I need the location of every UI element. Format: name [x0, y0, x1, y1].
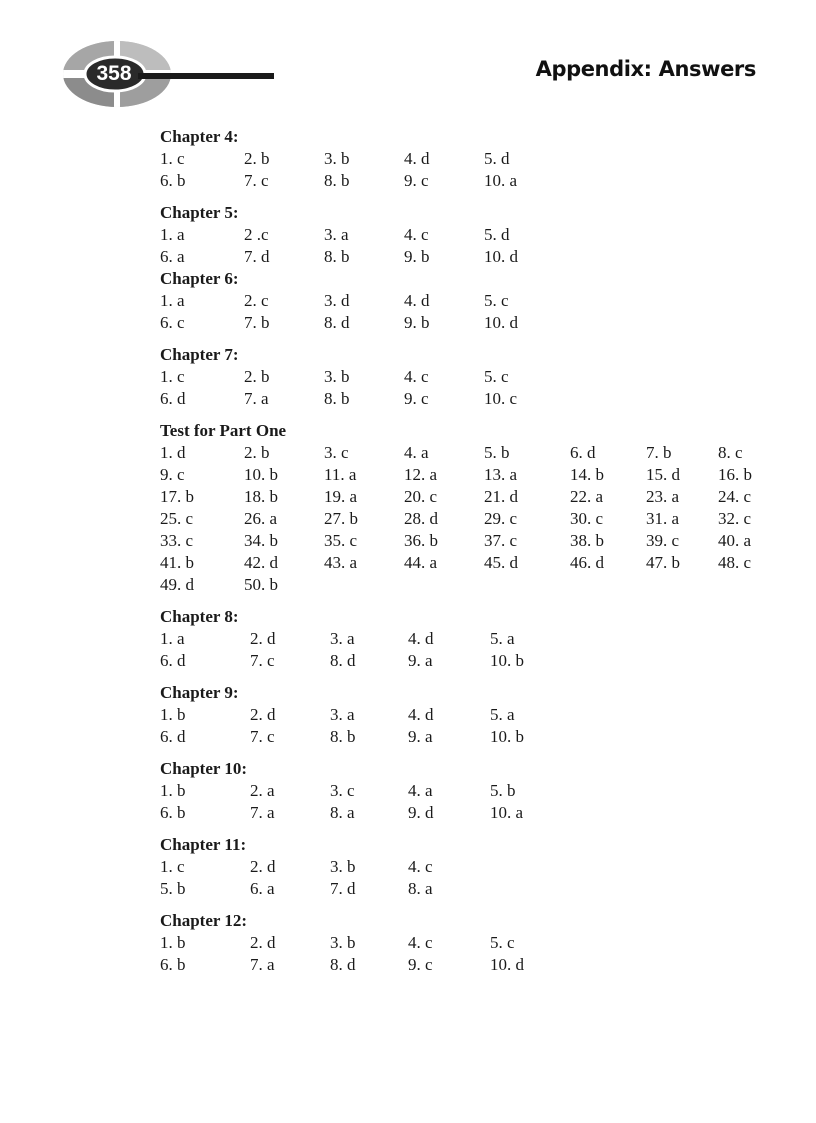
- answer-item: 31. a: [646, 509, 680, 528]
- answer-item: 37. c: [484, 531, 518, 550]
- answer-item: 48. c: [718, 553, 752, 572]
- answer-row: [160, 954, 524, 976]
- section-title: Chapter 10:: [160, 759, 248, 778]
- answer-item: 9. c: [408, 955, 433, 974]
- answer-item: 6. b: [160, 171, 186, 190]
- section-title: Chapter 8:: [160, 607, 239, 626]
- answer-item: 6. c: [160, 313, 185, 332]
- answer-item: 27. b: [324, 509, 358, 528]
- answer-item: 17. b: [160, 487, 194, 506]
- answer-item: 6. d: [570, 443, 596, 462]
- answer-item: 41. b: [160, 553, 194, 572]
- answer-item: 5. b: [160, 879, 186, 898]
- answer-item: 6. b: [160, 803, 186, 822]
- answer-item: 20. c: [404, 487, 438, 506]
- answer-item: 28. d: [404, 509, 438, 528]
- answer-item: 7. c: [244, 171, 269, 190]
- answer-item: 9. d: [408, 803, 434, 822]
- answer-item: 49. d: [160, 575, 194, 594]
- answer-item: 50. b: [244, 575, 278, 594]
- answer-item: 6. a: [160, 247, 185, 266]
- answer-section: [160, 202, 518, 268]
- answer-item: 10. d: [490, 955, 524, 974]
- answer-row: [160, 148, 510, 170]
- answer-item: 2. b: [244, 367, 270, 386]
- answer-item: 7. a: [250, 803, 275, 822]
- answer-item: 23. a: [646, 487, 680, 506]
- answer-section: [160, 420, 752, 596]
- answer-item: 1. b: [160, 781, 186, 800]
- answer-item: 7. a: [250, 955, 275, 974]
- answer-item: 2. a: [250, 781, 275, 800]
- answer-item: 29. c: [484, 509, 518, 528]
- answer-item: 6. a: [250, 879, 275, 898]
- answer-item: 4. d: [408, 705, 434, 724]
- answer-item: 4. c: [408, 857, 433, 876]
- answer-row: [160, 486, 752, 508]
- answer-item: 2. b: [244, 443, 270, 462]
- answer-item: 10. d: [484, 247, 518, 266]
- answer-row: [160, 224, 510, 246]
- answer-item: 3. d: [324, 291, 350, 310]
- page-number: 358: [96, 62, 132, 85]
- answer-item: 4. d: [404, 149, 430, 168]
- answer-item: 5. d: [484, 149, 510, 168]
- answer-item: 2. b: [244, 149, 270, 168]
- answer-item: 8. a: [330, 803, 355, 822]
- answer-row: [160, 508, 752, 530]
- answer-item: 45. d: [484, 553, 518, 572]
- answer-item: 10. a: [490, 803, 524, 822]
- section-title: Chapter 5:: [160, 203, 239, 222]
- answer-row: [160, 704, 515, 726]
- answer-item: 18. b: [244, 487, 278, 506]
- answer-item: 1. a: [160, 225, 185, 244]
- answer-item: 2. d: [250, 705, 276, 724]
- answer-section: [160, 910, 524, 976]
- answer-row: [160, 388, 518, 410]
- answer-item: 26. a: [244, 509, 278, 528]
- answer-item: 10. a: [484, 171, 518, 190]
- answer-item: 4. a: [408, 781, 433, 800]
- section-title: Test for Part One: [160, 421, 287, 440]
- answer-item: 3. a: [330, 629, 355, 648]
- answer-row: [160, 366, 509, 388]
- answer-item: 24. c: [718, 487, 752, 506]
- answer-item: 7. b: [244, 313, 270, 332]
- answer-item: 35. c: [324, 531, 358, 550]
- answer-item: 10. c: [484, 389, 518, 408]
- answer-item: 5. d: [484, 225, 510, 244]
- answer-item: 2. c: [244, 291, 269, 310]
- answer-item: 1. a: [160, 629, 185, 648]
- answer-item: 1. b: [160, 933, 186, 952]
- answer-item: 6. d: [160, 727, 186, 746]
- answer-item: 7. c: [250, 727, 275, 746]
- answer-item: 1. d: [160, 443, 186, 462]
- answer-section: [160, 834, 433, 900]
- answer-item: 10. b: [490, 651, 524, 670]
- answer-row: [160, 290, 509, 312]
- section-title: Chapter 11:: [160, 835, 247, 854]
- answer-item: 9. b: [404, 247, 430, 266]
- answer-item: 33. c: [160, 531, 194, 550]
- answer-item: 8. a: [408, 879, 433, 898]
- answer-row: [160, 442, 743, 464]
- answer-item: 2. d: [250, 933, 276, 952]
- answer-item: 1. a: [160, 291, 185, 310]
- answer-item: 43. a: [324, 553, 358, 572]
- answer-item: 3. a: [324, 225, 349, 244]
- answer-row: [160, 932, 515, 954]
- answer-item: 21. d: [484, 487, 518, 506]
- answer-item: 4. c: [404, 225, 429, 244]
- answer-item: 5. a: [490, 705, 515, 724]
- answer-item: 32. c: [718, 509, 752, 528]
- answer-item: 8. b: [324, 247, 350, 266]
- section-title: Chapter 9:: [160, 683, 239, 702]
- answer-row: [160, 628, 515, 650]
- answer-row: [160, 726, 524, 748]
- answer-item: 34. b: [244, 531, 278, 550]
- answer-item: 3. b: [330, 857, 356, 876]
- answer-item: 3. c: [330, 781, 355, 800]
- answer-item: 9. a: [408, 727, 433, 746]
- answer-item: 15. d: [646, 465, 680, 484]
- answer-item: 5. a: [490, 629, 515, 648]
- page-header: [0, 0, 816, 110]
- section-title: Chapter 4:: [160, 127, 239, 146]
- header-rule: [138, 73, 274, 79]
- answer-item: 42. d: [244, 553, 278, 572]
- answer-item: 14. b: [570, 465, 604, 484]
- answer-item: 7. b: [646, 443, 672, 462]
- answer-item: 22. a: [570, 487, 604, 506]
- answer-item: 1. c: [160, 149, 185, 168]
- answer-item: 44. a: [404, 553, 438, 572]
- answer-item: 4. d: [408, 629, 434, 648]
- answer-item: 4. d: [404, 291, 430, 310]
- answer-item: 2. d: [250, 629, 276, 648]
- answer-item: 2 .c: [244, 225, 269, 244]
- answer-item: 8. d: [330, 651, 356, 670]
- answer-item: 5. c: [484, 291, 509, 310]
- answer-section: [160, 268, 518, 334]
- answer-item: 3. b: [330, 933, 356, 952]
- answer-item: 3. b: [324, 149, 350, 168]
- answer-item: 6. d: [160, 389, 186, 408]
- answer-row: [160, 464, 752, 486]
- answer-item: 16. b: [718, 465, 752, 484]
- answer-row: [160, 574, 286, 596]
- answer-row: [160, 552, 752, 574]
- answer-item: 5. b: [490, 781, 516, 800]
- section-title: Chapter 7:: [160, 345, 239, 364]
- answer-row: [160, 312, 518, 334]
- answer-row: [160, 802, 524, 824]
- answer-item: 5. b: [484, 443, 510, 462]
- answer-item: 10. b: [490, 727, 524, 746]
- answer-row: [160, 878, 433, 900]
- answer-item: 5. c: [490, 933, 515, 952]
- answer-item: 8. d: [324, 313, 350, 332]
- answer-section: [160, 758, 524, 824]
- answer-item: 12. a: [404, 465, 438, 484]
- answer-item: 1. c: [160, 367, 185, 386]
- answer-item: 6. d: [160, 651, 186, 670]
- section-title: Chapter 6:: [160, 269, 239, 288]
- answer-item: 7. a: [244, 389, 269, 408]
- answer-item: 38. b: [570, 531, 604, 550]
- answer-item: 3. b: [324, 367, 350, 386]
- answer-section: [160, 344, 518, 410]
- answer-item: 7. d: [330, 879, 356, 898]
- answer-item: 39. c: [646, 531, 680, 550]
- page-title: Appendix: Answers: [535, 57, 756, 81]
- answer-row: [160, 170, 518, 192]
- answer-item: 4. c: [408, 933, 433, 952]
- answer-item: 9. c: [404, 171, 429, 190]
- answer-item: 4. a: [404, 443, 429, 462]
- answer-item: 19. a: [324, 487, 358, 506]
- answer-row: [160, 530, 752, 552]
- answer-item: 3. a: [330, 705, 355, 724]
- answer-item: 8. b: [324, 171, 350, 190]
- answer-item: 4. c: [404, 367, 429, 386]
- section-title: Chapter 12:: [160, 911, 248, 930]
- answer-item: 25. c: [160, 509, 194, 528]
- answer-item: 9. a: [408, 651, 433, 670]
- answer-item: 5. c: [484, 367, 509, 386]
- answer-item: 10. b: [244, 465, 278, 484]
- answer-item: 9. c: [404, 389, 429, 408]
- answer-item: 7. c: [250, 651, 275, 670]
- answer-item: 8. b: [330, 727, 356, 746]
- answer-item: 2. d: [250, 857, 276, 876]
- answer-item: 1. b: [160, 705, 186, 724]
- answer-item: 46. d: [570, 553, 604, 572]
- answer-row: [160, 246, 518, 268]
- answer-item: 9. b: [404, 313, 430, 332]
- answer-row: [160, 856, 433, 878]
- answer-row: [160, 650, 524, 672]
- answer-section: [160, 606, 524, 672]
- answer-item: 30. c: [570, 509, 604, 528]
- answer-item: 13. a: [484, 465, 518, 484]
- answer-item: 47. b: [646, 553, 680, 572]
- answer-item: 11. a: [324, 465, 357, 484]
- answer-item: 8. d: [330, 955, 356, 974]
- answer-item: 8. c: [718, 443, 743, 462]
- answer-row: [160, 780, 516, 802]
- answer-item: 8. b: [324, 389, 350, 408]
- answer-item: 40. a: [718, 531, 752, 550]
- answer-item: 10. d: [484, 313, 518, 332]
- answer-item: 9. c: [160, 465, 185, 484]
- answer-item: 36. b: [404, 531, 438, 550]
- answer-item: 1. c: [160, 857, 185, 876]
- answer-item: 7. d: [244, 247, 270, 266]
- answer-item: 3. c: [324, 443, 349, 462]
- answer-section: [160, 126, 518, 192]
- answer-section: [160, 682, 524, 748]
- answer-item: 6. b: [160, 955, 186, 974]
